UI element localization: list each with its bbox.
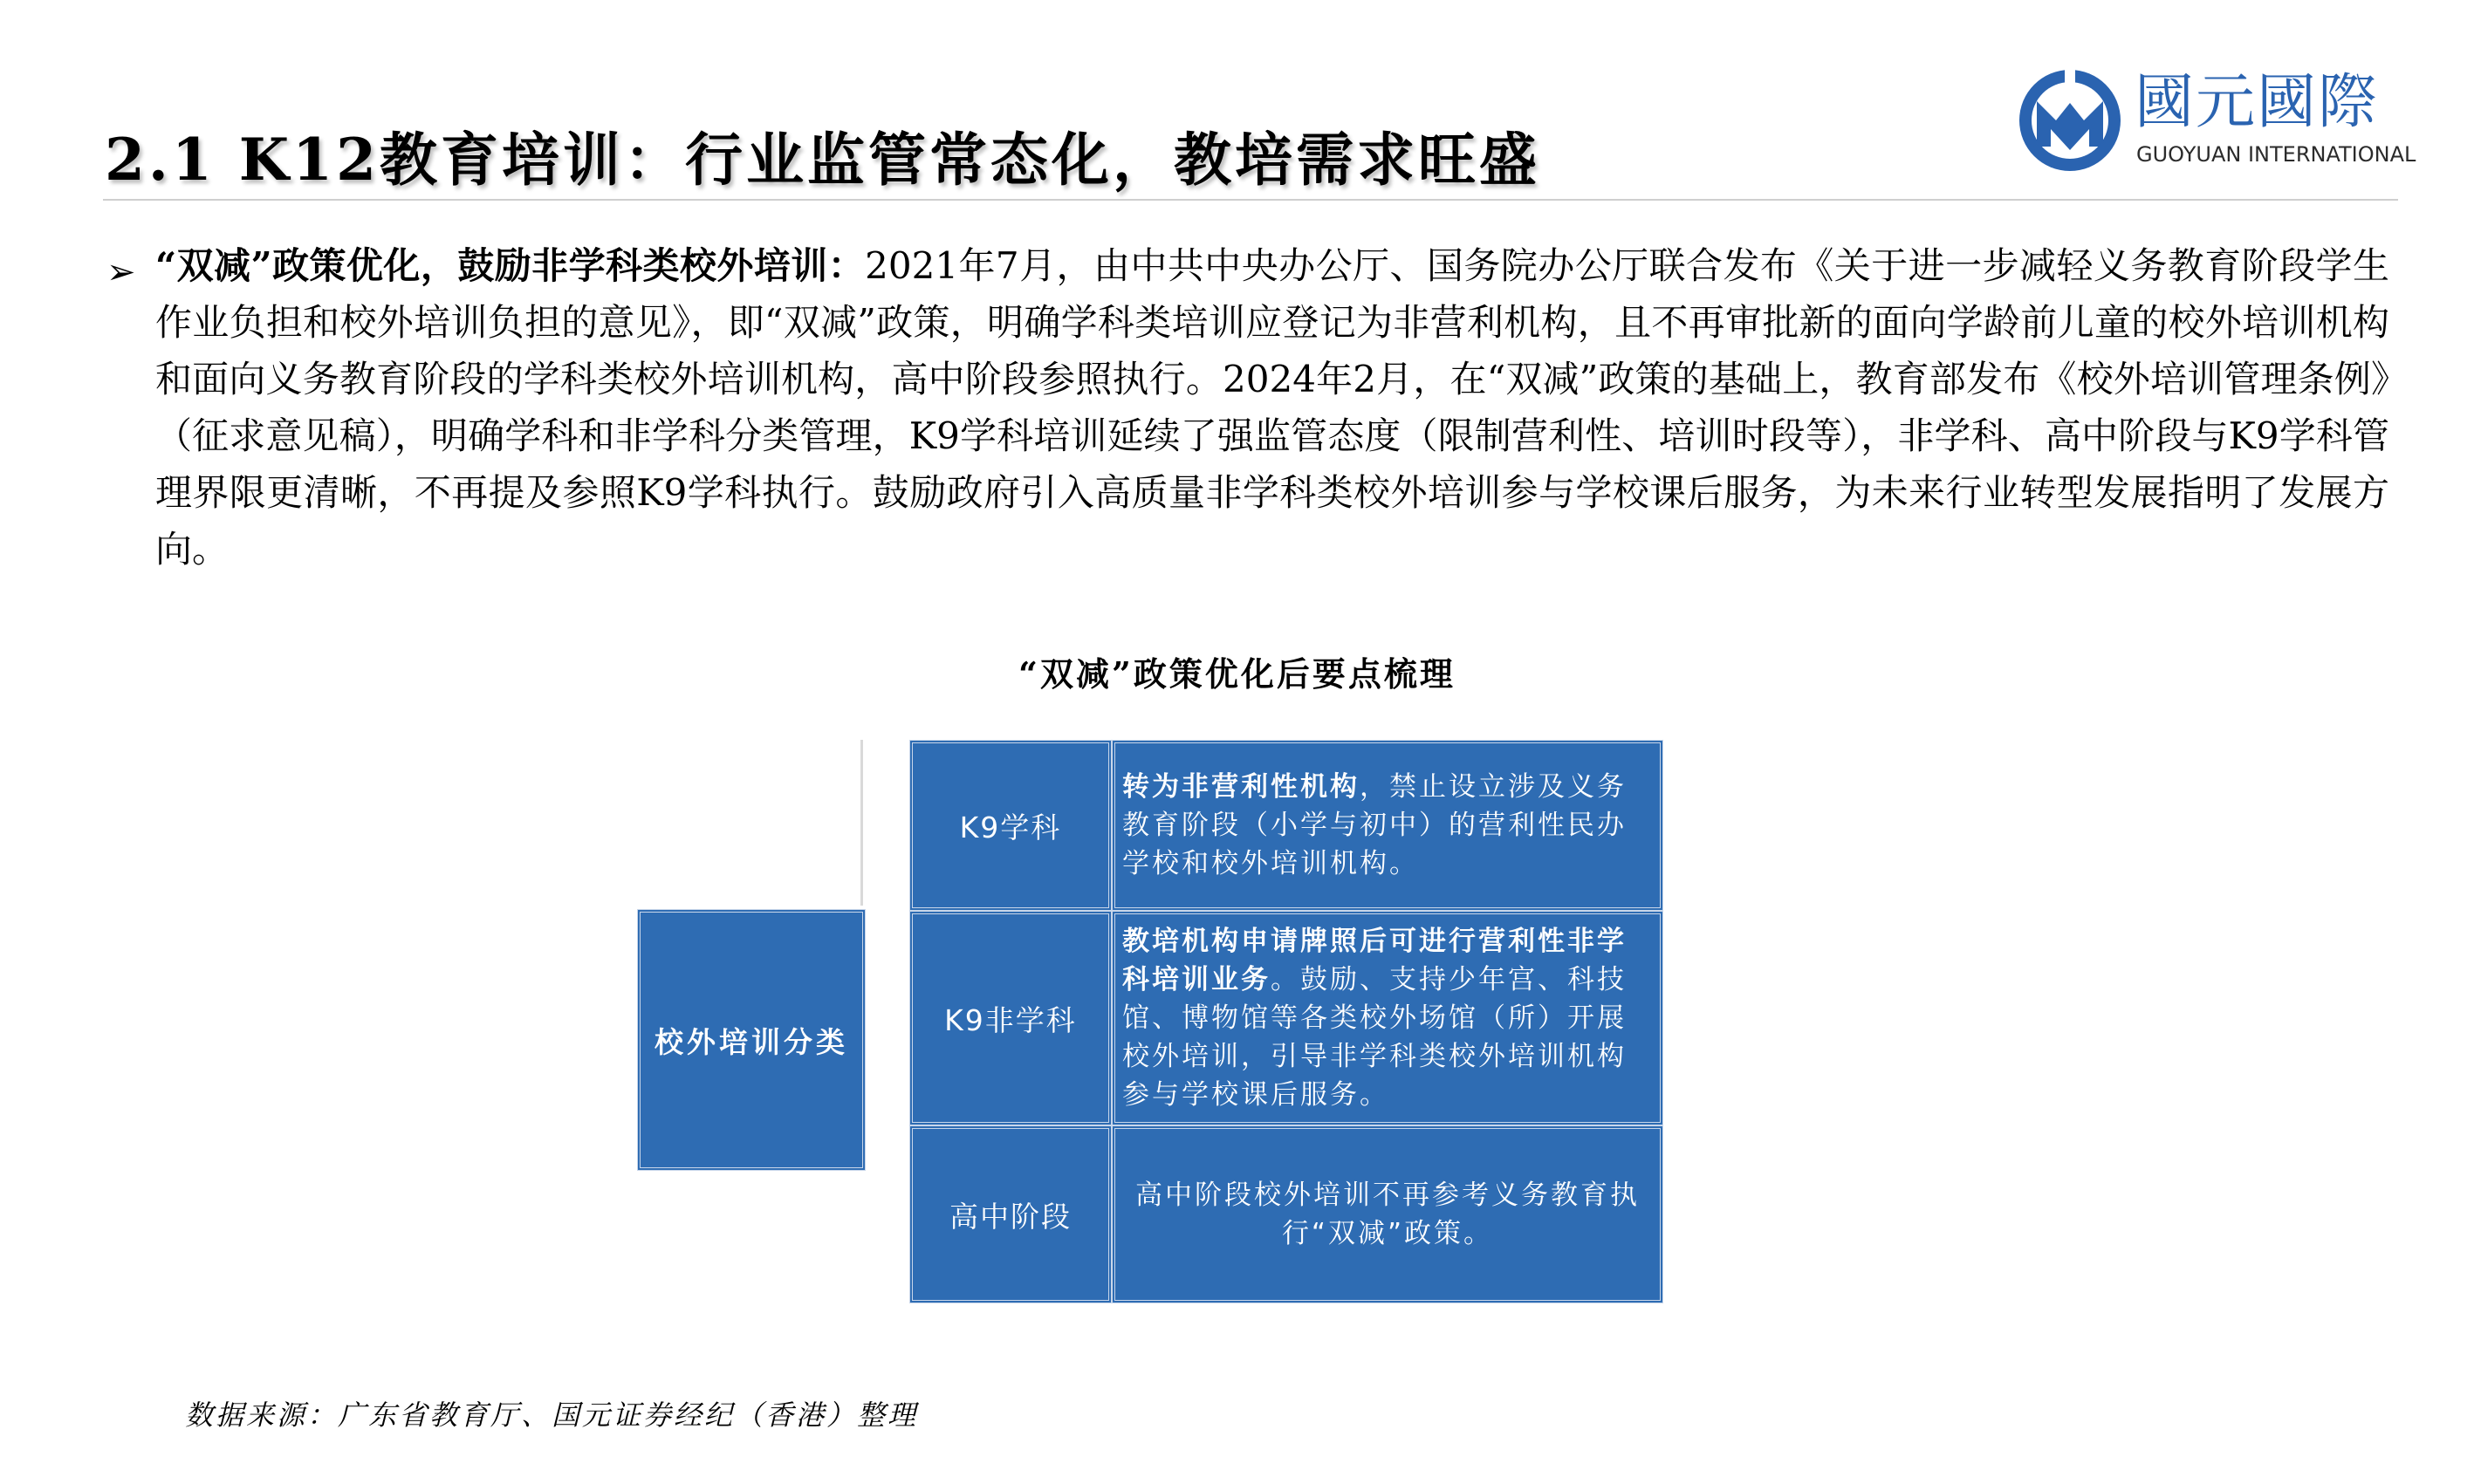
category-k9-subject: K9学科	[909, 740, 1112, 911]
desc-k9-non-subject	[1112, 911, 1663, 1125]
desc-text	[1122, 768, 1653, 883]
category-high-school: 高中阶段	[909, 1125, 1112, 1303]
bullet-body: 2021年7月，由中共中央办公厅、国务院办公厅联合发布《关于进一步减轻义务教育阶段学生作业负担和校外培训负担的意见》，即“双减”政策，明确学科类培训应登记为非营利机构，且不再审批新的面向学龄前儿童的校外培训机构和面向义务教育阶段的学科类校外培训机构，高中阶段参照执行。2024年2月，在“双减”政策的基础上，教育部发布《校外培训管理条例》（征求意见稿），明确学科和非学科分类管理，K9学科培训延续了强监管态度（限制营利性、培训时段等），非学科、高中阶段与K9学科管理界限更清晰，不再提及参照K9学科执行。鼓励政府引入高质量非学科类校外培训参与学校课后服务，为未来行业转型发展指明了发展方向。	[155, 244, 2389, 571]
desc-normal: 。鼓励、支持少年宫、科技馆、博物馆等各类校外场馆（所）开展校外培训，引导非学科类校外培训机构参与学校课后服务。	[1122, 964, 1627, 1111]
title-divider	[103, 199, 2398, 201]
desc-high-school	[1112, 1125, 1663, 1303]
bullet-paragraph	[155, 237, 2389, 578]
diagram-caption: “双减”政策优化后要点梳理	[1018, 654, 1456, 694]
company-logo	[2016, 66, 2416, 180]
guoyuan-logo-icon	[2016, 66, 2124, 174]
bullet-arrow-icon: ➢	[106, 252, 136, 292]
page-title: 2.1 K12教育培训：行业监管常态化，教培需求旺盛	[105, 126, 1541, 194]
source-note: 数据来源：广东省教育厅、国元证券经纪（香港）整理	[185, 1399, 919, 1432]
desc-bold: 转为非营利性机构	[1122, 771, 1360, 803]
category-k9-non-subject: K9非学科	[909, 911, 1112, 1125]
logo-chinese-text: 國元國際	[2135, 68, 2380, 137]
desc-text	[1122, 922, 1653, 1114]
diagram-connector	[860, 740, 863, 906]
desc-normal: ，禁止设立涉及义务教育阶段（小学与初中）的营利性民办学校和校外培训机构。	[1122, 771, 1627, 879]
logo-english-text: GUOYUAN INTERNATIONAL	[2136, 142, 2416, 167]
bullet-lead: “双减”政策优化，鼓励非学科类校外培训：	[155, 244, 866, 287]
desc-text: 高中阶段校外培训不再参考义务教育执行“双减”政策。	[1135, 1180, 1640, 1249]
desc-bold: 教培机构申请牌照后可进行营利性非学科培训业务	[1122, 926, 1627, 995]
desc-k9-subject	[1112, 740, 1663, 911]
diagram-root-box: 校外培训分类	[637, 909, 866, 1171]
